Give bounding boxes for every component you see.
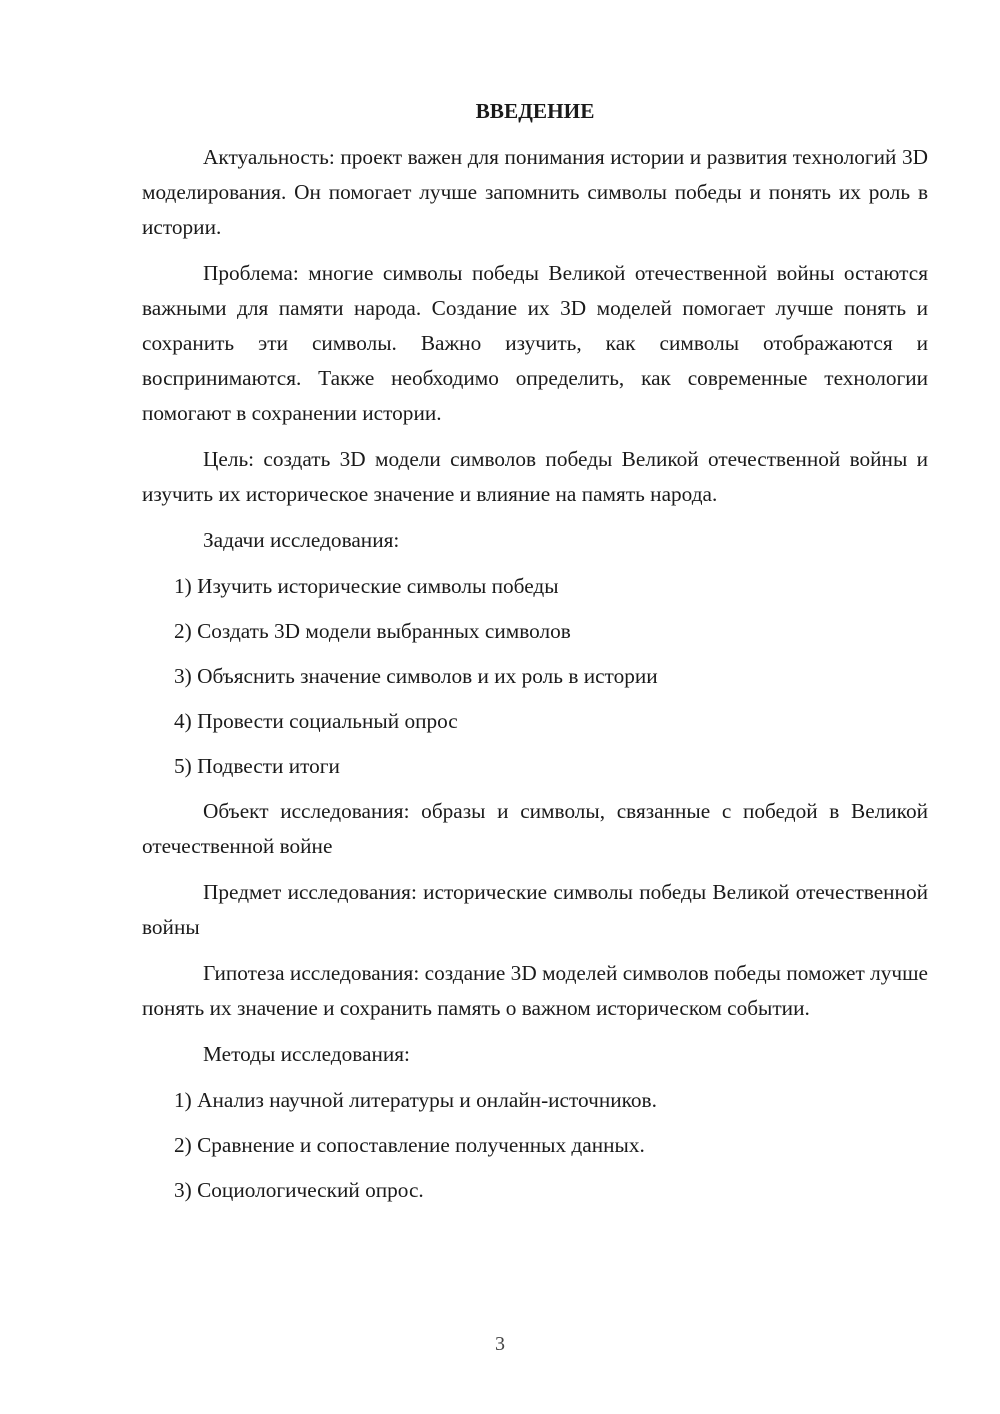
list-item: 3) Объяснить значение символов и их роль в истории — [174, 664, 658, 688]
tasks-list — [142, 569, 928, 784]
list-item: 2) Создать 3D модели выбранных символов — [174, 619, 571, 643]
list-item: 2) Сравнение и сопоставление полученных данных. — [174, 1133, 645, 1157]
list-item: 3) Социологический опрос. — [174, 1178, 424, 1202]
relevance-paragraph: Актуальность: проект важен для понимания истории и развития технологий 3D моделирования. Он помогает лучше запомнить символы победы и понять их роль в истории. — [142, 145, 928, 239]
methods-heading: Методы исследования: — [203, 1042, 410, 1066]
object-paragraph: Объект исследования: образы и символы, связанные с победой в Великой отечественной войне — [142, 799, 928, 858]
list-item: 5) Подвести итоги — [174, 754, 340, 778]
tasks-heading: Задачи исследования: — [203, 528, 400, 552]
section-title: ВВЕДЕНИЕ — [475, 99, 595, 123]
list-item: 4) Провести социальный опрос — [174, 709, 458, 733]
list-item: 1) Анализ научной литературы и онлайн-источников. — [174, 1088, 657, 1112]
hypothesis-paragraph: Гипотеза исследования: создание 3D моделей символов победы поможет лучше понять их значение и сохранить память о важном историческом событии. — [142, 961, 928, 1020]
page-number: 3 — [495, 1333, 505, 1355]
list-item: 1) Изучить исторические символы победы — [174, 574, 559, 598]
document-page — [142, 92, 928, 1218]
problem-paragraph: Проблема: многие символы победы Великой отечественной войны остаются важными для памяти народа. Создание их 3D моделей помогает лучше понять и сохранить эти символы. Важно изучить, как символы отображаются и воспринимаются. Также необходимо определить, как современные технологии помогают в сохранении истории. — [142, 261, 928, 425]
methods-list — [142, 1083, 928, 1208]
subject-paragraph: Предмет исследования: исторические символы победы Великой отечественной войны — [142, 880, 928, 939]
goal-paragraph: Цель: создать 3D модели символов победы Великой отечественной войны и изучить их историческое значение и влияние на память народа. — [142, 447, 928, 506]
